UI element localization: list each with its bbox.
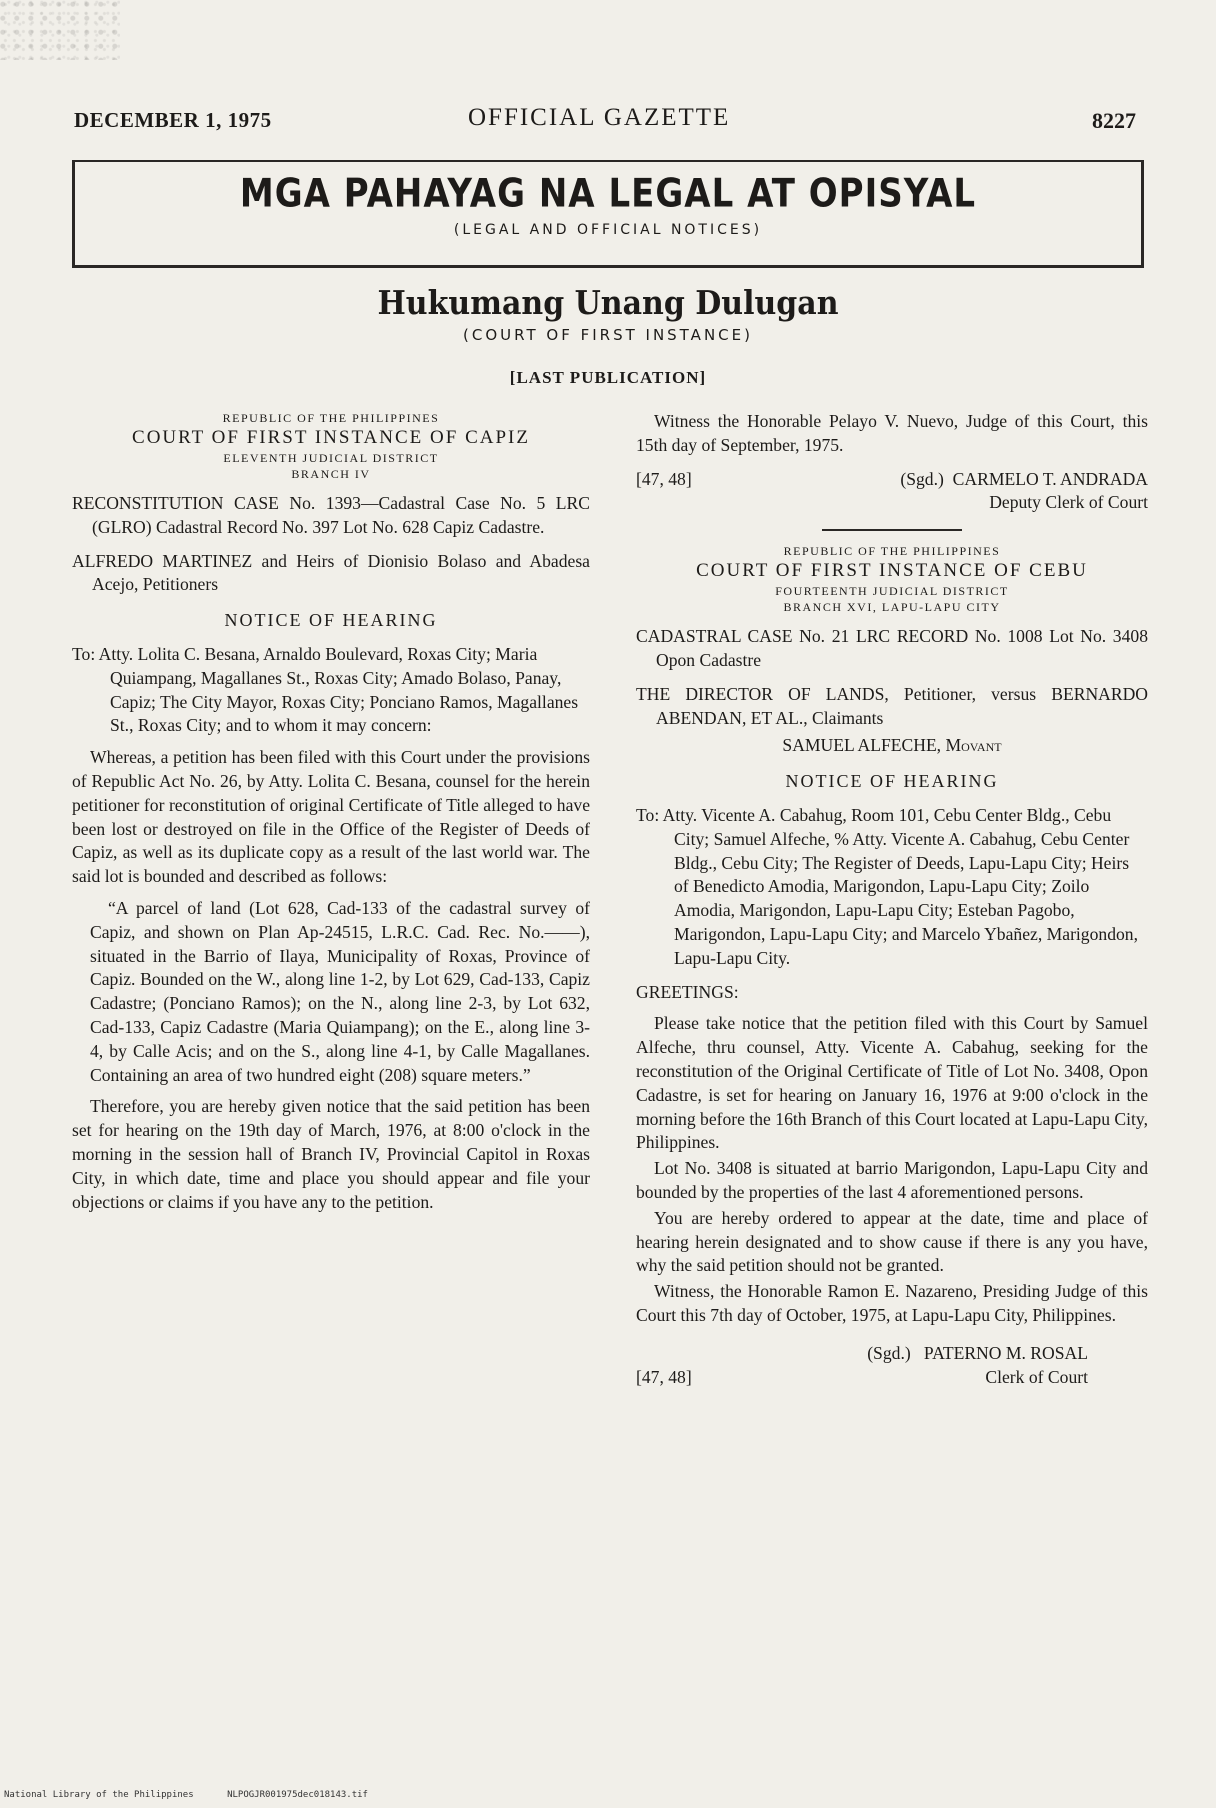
whereas-paragraph: Whereas, a petition has been filed with this Court under the provisions of Republic Act No. 26, by Atty. Lolita C. Besana, counsel for the herein petitioner for reconstitution of original Certificate of Title alleged to have been lost or destroyed on file in the Office of the Register of Deeds of Capiz, as well as its duplicate copy as a result of the last world war. The said lot is bounded and described as follows:: [72, 747, 590, 887]
sgd-label: (Sgd.): [867, 1342, 911, 1363]
left-column: [72, 410, 590, 1214]
to-label: To:: [636, 804, 660, 825]
reference-number: [47, 48]: [636, 468, 692, 489]
signer: [900, 468, 1148, 516]
addressee-block: [72, 643, 590, 738]
republic-line: REPUBLIC OF THE PHILIPPINES: [783, 544, 1001, 559]
publication-title: OFFICIAL GAZETTE: [468, 104, 731, 131]
addressees: Atty. Vicente A. Cabahug, Room 101, Cebu Center Bldg., Cebu City; Samuel Alfeche, % Atty. Vicente A. Cabahug, Cebu Center Bldg., Cebu City; The Register of Deeds, Lapu-Lapu City; Heirs of Benedicto Amodia, Marigondon, Lapu-Lapu City; Zoilo Amodia, Marigondon, Lapu-Lapu City; Esteban Pagobo, Marigondon, Lapu-Lapu City; and Marcelo Ybañez, Marigondon, Lapu-Lapu City.: [662, 804, 1138, 968]
signature-block: [636, 468, 1148, 516]
signer-name: PATERNO M. ROSAL: [923, 1342, 1088, 1363]
signer-title: Clerk of Court: [985, 1366, 1088, 1387]
banner-subtitle: (LEGAL AND OFFICIAL NOTICES): [453, 222, 763, 238]
lot-description: “A parcel of land (Lot 628, Cad-133 of the cadastral survey of Capiz, and shown on Plan Ap-24515, L.R.C. Cad. Rec. No.——), situated in the Barrio of Ilaya, Municipality of Roxas, Province of Capiz. Bounded on the W., along line 1-2, by Lot 629, Cad-133, Capiz Cadastre; (Ponciano Ramos); on the N., along line 2-3, by Lot 632, Cad-133, Capiz Cadastre (Maria Quiampang); on the E., along line 3-4, by Calle Acis; and on the S., along line 4-1, by Calle Magallanes. Containing an area of two hundred eight (208) square meters.”: [90, 897, 590, 1085]
branch-line: BRANCH XVI, LAPU-LAPU CITY: [783, 600, 1001, 615]
district-line: ELEVENTH JUDICIAL DISTRICT: [223, 451, 439, 465]
notice-paragraph-2: Lot No. 3408 is situated at barrio Marigondon, Lapu-Lapu City and bounded by the properties of the last 4 aforementioned persons.: [636, 1158, 1148, 1202]
notice-paragraph-4: Witness, the Honorable Ramon E. Nazareno, Presiding Judge of this Court this 7th day of October, 1975, at Lapu-Lapu City, Philippines.: [636, 1281, 1148, 1325]
addressee-block: [636, 804, 1148, 971]
signature-block: [636, 1342, 1148, 1390]
banner-title: MGA PAHAYAG NA LEGAL AT OPISYAL: [239, 171, 977, 217]
branch-line: BRANCH IV: [291, 467, 371, 481]
court-name: COURT OF FIRST INSTANCE OF CAPIZ: [132, 427, 530, 448]
case-caption: RECONSTITUTION CASE No. 1393—Cadastral Case No. 5 LRC (GLRO) Cadastral Record No. 397 Lot No. 628 Capiz Cadastre.: [72, 493, 590, 537]
court-section-subtitle: (COURT OF FIRST INSTANCE): [463, 326, 753, 344]
district-line: FOURTEENTH JUDICIAL DISTRICT: [775, 584, 1009, 599]
notice-title: NOTICE OF HEARING: [224, 610, 438, 631]
case-parties: THE DIRECTOR OF LANDS, Petitioner, versus BERNARDO ABENDAN, ET AL., Claimants: [636, 683, 1148, 728]
greetings: GREETINGS:: [636, 981, 739, 1002]
to-label: To:: [72, 643, 96, 664]
file-name: NLPOGJR001975dec018143.tif: [227, 1790, 368, 1800]
case-caption: CADASTRAL CASE No. 21 LRC RECORD No. 1008 Lot No. 3408 Opon Cadastre: [636, 626, 1148, 670]
court-name: COURT OF FIRST INSTANCE OF CEBU: [696, 560, 1088, 582]
therefore-paragraph: Therefore, you are hereby given notice that the said petition has been set for hearing on the 19th day of March, 1976, at 8:00 o'clock in the morning in the session hall of Branch IV, Provincial Capitol in Roxas City, in which date, time and place you should appear and file your objections or claims if you have any to the petition.: [72, 1096, 590, 1212]
signer-title: Deputy Clerk of Court: [989, 492, 1148, 513]
section-banner: [72, 160, 1144, 268]
signer-name: CARMELO T. ANDRADA: [952, 468, 1148, 489]
republic-line: REPUBLIC OF THE PHILIPPINES: [222, 411, 440, 425]
addressees: Atty. Lolita C. Besana, Arnaldo Boulevard, Roxas City; Maria Quiampang, Magallanes St., Roxas City; Amado Bolaso, Panay, Capiz; The City Mayor, Roxas City; Ponciano Ramos, Magallanes St., Roxas City; and to whom it may concern:: [98, 643, 579, 736]
signer: [867, 1342, 1148, 1390]
witness-paragraph: Witness the Honorable Pelayo V. Nuevo, Judge of this Court, this 15th day of September, 1975.: [636, 411, 1148, 455]
court-section-title: Hukumang Unang Dulugan: [377, 284, 839, 323]
case-parties: ALFREDO MARTINEZ and Heirs of Dionisio Bolaso and Abadesa Acejo, Petitioners: [72, 550, 590, 595]
notice-paragraph-1: Please take notice that the petition filed with this Court by Samuel Alfeche, thru counsel, Atty. Vicente A. Cabahug, seeking for the reconstitution of the Original Certificate of Title of Lot No. 3408, Opon Cadastre, is set for hearing on January 16, 1976 at 9:00 o'clock in the morning before the 16th Branch of this Court located at Lapu-Lapu City, Philippines.: [636, 1013, 1148, 1153]
scan-footer: [4, 1790, 368, 1800]
divider: [822, 529, 962, 531]
issue-date: DECEMBER 1, 1975: [74, 108, 272, 132]
page-number: 8227: [1092, 108, 1136, 133]
notice-title: NOTICE OF HEARING: [785, 771, 999, 792]
notice-paragraph-3: You are hereby ordered to appear at the date, time and place of hearing herein designated and to show cause if there is any you have, why the said petition should not be granted.: [636, 1207, 1148, 1276]
sgd-label: (Sgd.): [900, 468, 944, 489]
library-credit: National Library of the Philippines: [4, 1790, 194, 1800]
scan-noise: [0, 0, 120, 60]
movant: SAMUEL ALFECHE, Movant: [782, 735, 1002, 756]
last-publication-tag: [LAST PUBLICATION]: [509, 368, 707, 387]
right-column: [636, 410, 1148, 1390]
reference-number: [47, 48]: [636, 1366, 692, 1387]
